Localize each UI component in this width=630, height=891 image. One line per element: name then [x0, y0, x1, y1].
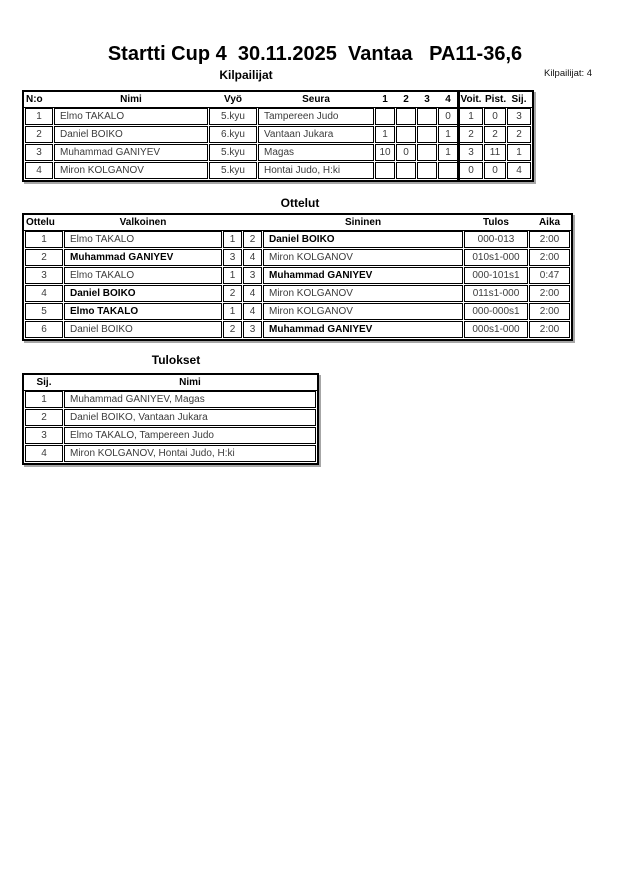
- cell-tulos: 011s1-000: [464, 285, 528, 302]
- kilpailijat-table-wrap: [22, 90, 534, 182]
- ottelut-table: [22, 213, 573, 341]
- cell-snum: 4: [243, 303, 262, 320]
- cell-valkoinen: Muhammad GANIYEV: [64, 249, 222, 266]
- cell-seura: Hontai Judo, H:ki: [258, 162, 374, 179]
- cell-aika: 2:00: [529, 231, 570, 248]
- cell-sij: 4: [507, 162, 531, 179]
- section-title-ottelut: Ottelut: [280, 196, 320, 210]
- table-row: [25, 445, 316, 462]
- cell-voit: 3: [459, 144, 483, 161]
- cell-round1: 1: [375, 126, 395, 143]
- cell-round4: 1: [438, 144, 458, 161]
- table-row: [25, 391, 316, 408]
- cell-tulos: 000s1-000: [464, 321, 528, 338]
- cell-aika: 2:00: [529, 249, 570, 266]
- tulokset-header-row: [25, 376, 316, 390]
- cell-valkoinen: Daniel BOIKO: [64, 321, 222, 338]
- ottelut-table-wrap: [22, 213, 573, 341]
- cell-sininen: Muhammad GANIYEV: [263, 267, 463, 284]
- table-row: [25, 285, 570, 302]
- kilpailijat-header-row: [25, 93, 531, 107]
- cell-no: 2: [25, 126, 53, 143]
- cell-vyo: 5.kyu: [209, 162, 257, 179]
- ottelut-header-row: [25, 216, 570, 230]
- cell-aika: 2:00: [529, 285, 570, 302]
- cell-vnum: 2: [223, 321, 242, 338]
- column-header-nimi: Nimi: [179, 377, 201, 388]
- header-divider-line: [24, 390, 317, 391]
- page-title: Startti Cup 4 30.11.2025 Vantaa PA11-36,6: [107, 43, 523, 65]
- cell-seura: Tampereen Judo: [258, 108, 374, 125]
- cell-round3: [417, 162, 437, 179]
- cell-ottelu: 6: [25, 321, 63, 338]
- column-header-vyo: Vyö: [224, 94, 242, 105]
- section-title-kilpailijat: Kilpailijat: [219, 68, 273, 82]
- cell-nimi: Muhammad GANIYEV: [54, 144, 208, 161]
- column-header-nimi: Nimi: [120, 94, 142, 105]
- column-header-ottelu: Ottelu: [26, 217, 55, 228]
- cell-round4: 0: [438, 108, 458, 125]
- table-row: [25, 249, 570, 266]
- cell-tulos: 000-013: [464, 231, 528, 248]
- cell-snum: 4: [243, 249, 262, 266]
- cell-sininen: Miron KOLGANOV: [263, 249, 463, 266]
- table-row: [25, 321, 570, 338]
- cell-no: 1: [25, 108, 53, 125]
- column-header-round2: 2: [403, 94, 409, 105]
- cell-sininen: Miron KOLGANOV: [263, 285, 463, 302]
- cell-pist: 0: [484, 108, 506, 125]
- cell-no: 3: [25, 144, 53, 161]
- cell-round2: [396, 126, 416, 143]
- competitors-count-label: Kilpailijat: 4: [544, 68, 593, 79]
- table-row: [25, 267, 570, 284]
- cell-ottelu: 5: [25, 303, 63, 320]
- column-header-pist: Pist.: [485, 94, 506, 105]
- cell-pist: 11: [484, 144, 506, 161]
- cell-round3: [417, 144, 437, 161]
- cell-sininen: Daniel BOIKO: [263, 231, 463, 248]
- column-header-sij: Sij.: [511, 94, 527, 105]
- cell-voit: 0: [459, 162, 483, 179]
- cell-sininen: Miron KOLGANOV: [263, 303, 463, 320]
- cell-voit: 1: [459, 108, 483, 125]
- cell-round2: [396, 162, 416, 179]
- cell-snum: 3: [243, 267, 262, 284]
- column-header-vnum: [223, 216, 242, 230]
- cell-voit: 2: [459, 126, 483, 143]
- cell-round1: [375, 108, 395, 125]
- cell-round3: [417, 126, 437, 143]
- cell-sij: 2: [507, 126, 531, 143]
- column-header-voit: Voit.: [460, 94, 482, 105]
- cell-round4: [438, 162, 458, 179]
- cell-sij: 1: [507, 144, 531, 161]
- cell-round1: [375, 162, 395, 179]
- column-header-sij: Sij.: [36, 377, 52, 388]
- cell-tulos: 000-000s1: [464, 303, 528, 320]
- cell-aika: 2:00: [529, 303, 570, 320]
- cell-pist: 0: [484, 162, 506, 179]
- table-row: [25, 144, 531, 161]
- cell-snum: 4: [243, 285, 262, 302]
- table-row: [25, 126, 531, 143]
- cell-snum: 3: [243, 321, 262, 338]
- tulokset-table-wrap: [22, 373, 319, 465]
- table-row: [25, 303, 570, 320]
- cell-sij: 3: [25, 427, 63, 444]
- cell-valkoinen: Daniel BOIKO: [64, 285, 222, 302]
- cell-round2: [396, 108, 416, 125]
- column-header-tulos: Tulos: [483, 217, 509, 228]
- cell-nimi: Muhammad GANIYEV, Magas: [64, 391, 316, 408]
- table-row: [25, 108, 531, 125]
- table-row: [25, 162, 531, 179]
- cell-vnum: 1: [223, 303, 242, 320]
- column-header-aika: Aika: [538, 217, 561, 228]
- cell-ottelu: 2: [25, 249, 63, 266]
- cell-vnum: 3: [223, 249, 242, 266]
- cell-aika: 2:00: [529, 321, 570, 338]
- cell-vyo: 6.kyu: [209, 126, 257, 143]
- column-header-round4: 4: [445, 94, 451, 105]
- column-header-no: N:o: [26, 94, 43, 105]
- cell-nimi: Miron KOLGANOV, Hontai Judo, H:ki: [64, 445, 316, 462]
- column-header-seura: Seura: [302, 94, 330, 105]
- cell-nimi: Daniel BOIKO, Vantaan Jukara: [64, 409, 316, 426]
- cell-vnum: 1: [223, 267, 242, 284]
- cell-pist: 2: [484, 126, 506, 143]
- cell-tulos: 010s1-000: [464, 249, 528, 266]
- cell-sij: 3: [507, 108, 531, 125]
- cell-vnum: 1: [223, 231, 242, 248]
- cell-nimi: Miron KOLGANOV: [54, 162, 208, 179]
- cell-nimi: Daniel BOIKO: [54, 126, 208, 143]
- cell-vyo: 5.kyu: [209, 108, 257, 125]
- cell-sij: 2: [25, 409, 63, 426]
- cell-aika: 0:47: [529, 267, 570, 284]
- cell-round4: 1: [438, 126, 458, 143]
- cell-ottelu: 4: [25, 285, 63, 302]
- table-row: [25, 231, 570, 248]
- tulokset-table: [22, 373, 319, 465]
- points-group-divider-line: [457, 90, 460, 182]
- table-row: [25, 427, 316, 444]
- cell-ottelu: 3: [25, 267, 63, 284]
- cell-vnum: 2: [223, 285, 242, 302]
- cell-nimi: Elmo TAKALO: [54, 108, 208, 125]
- column-header-sininen: Sininen: [344, 217, 382, 228]
- column-header-round1: 1: [382, 94, 388, 105]
- cell-sij: 4: [25, 445, 63, 462]
- cell-ottelu: 1: [25, 231, 63, 248]
- cell-tulos: 000-101s1: [464, 267, 528, 284]
- cell-nimi: Elmo TAKALO, Tampereen Judo: [64, 427, 316, 444]
- cell-valkoinen: Elmo TAKALO: [64, 231, 222, 248]
- column-header-valkoinen: Valkoinen: [119, 217, 167, 228]
- cell-snum: 2: [243, 231, 262, 248]
- column-header-snum: [243, 216, 262, 230]
- cell-no: 4: [25, 162, 53, 179]
- section-title-tulokset: Tulokset: [151, 353, 201, 367]
- cell-sij: 1: [25, 391, 63, 408]
- cell-round1: 10: [375, 144, 395, 161]
- cell-round2: 0: [396, 144, 416, 161]
- cell-seura: Vantaan Jukara: [258, 126, 374, 143]
- header-divider-line: [24, 107, 532, 108]
- cell-valkoinen: Elmo TAKALO: [64, 267, 222, 284]
- cell-round3: [417, 108, 437, 125]
- header-divider-line: [24, 230, 571, 231]
- cell-sininen: Muhammad GANIYEV: [263, 321, 463, 338]
- cell-vyo: 5.kyu: [209, 144, 257, 161]
- column-header-round3: 3: [424, 94, 430, 105]
- cell-valkoinen: Elmo TAKALO: [64, 303, 222, 320]
- cell-seura: Magas: [258, 144, 374, 161]
- table-row: [25, 409, 316, 426]
